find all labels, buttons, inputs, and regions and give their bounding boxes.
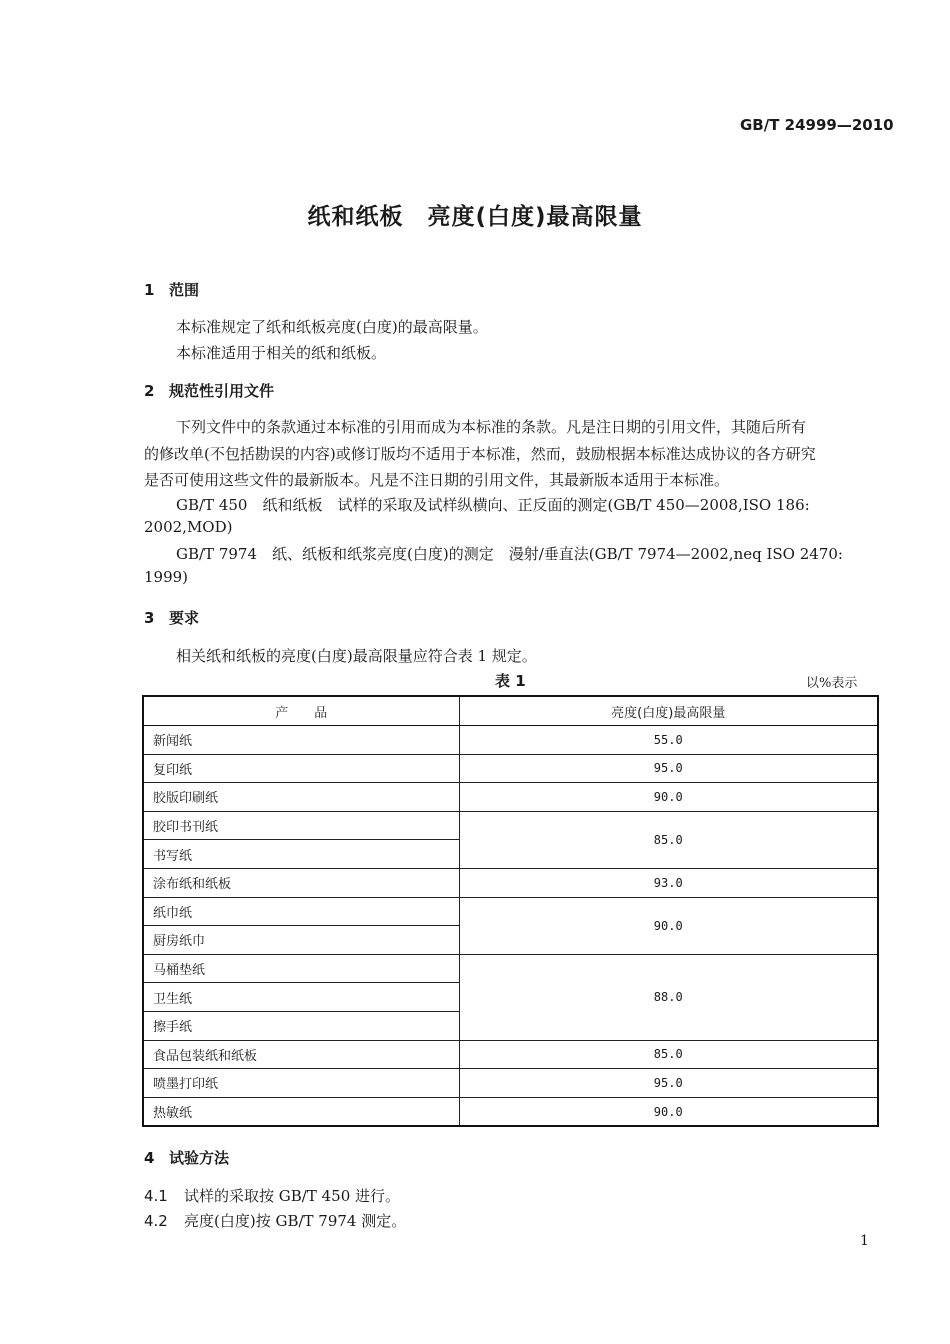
- product-cell: 涂布纸和纸板: [143, 868, 459, 897]
- product-cell: 书写纸: [143, 840, 459, 869]
- section-3-number: 3: [144, 609, 155, 627]
- table-1-caption: 表 1: [495, 672, 526, 690]
- clause-4-1: [144, 1185, 400, 1206]
- section-1-heading: [144, 279, 199, 300]
- product-cell: 纸巾纸: [143, 897, 459, 926]
- section-1-number: 1: [144, 281, 155, 299]
- section-1-paragraph-2: 本标准适用于相关的纸和纸板。: [176, 344, 387, 362]
- value-cell: 90.0: [459, 1097, 878, 1126]
- section-2-heading: [144, 380, 274, 401]
- clause-4-1-number: 4.1: [144, 1187, 168, 1205]
- table-row: [143, 1040, 878, 1069]
- product-cell: 食品包装纸和纸板: [143, 1040, 459, 1069]
- section-4-title: 试验方法: [169, 1149, 230, 1167]
- table-row: [143, 783, 878, 812]
- reference-gbt7974-line-1: GB/T 7974 纸、纸板和纸浆亮度(白度)的测定 漫射/垂直法(GB/T 7974—2002,neq ISO 2470:: [176, 545, 843, 563]
- table-row: [143, 954, 878, 983]
- document-title: 纸和纸板 亮度(白度)最高限量: [307, 204, 643, 230]
- section-1-paragraph-1: 本标准规定了纸和纸板亮度(白度)的最高限量。: [176, 318, 488, 336]
- table-row: [143, 868, 878, 897]
- section-4-number: 4: [144, 1149, 155, 1167]
- section-2-intro-line-1: 下列文件中的条款通过本标准的引用而成为本标准的条款。凡是注日期的引用文件，其随后所有: [176, 418, 807, 436]
- product-cell: 擦手纸: [143, 1011, 459, 1040]
- reference-gbt450-line-2: 2002,MOD): [144, 518, 233, 536]
- section-2-title: 规范性引用文件: [169, 382, 275, 400]
- section-1-title: 范围: [169, 281, 200, 299]
- reference-gbt450-line-1: GB/T 450 纸和纸板 试样的采取及试样纵横向、正反面的测定(GB/T 450—2008,ISO 186:: [176, 496, 810, 514]
- clause-4-2-text: 亮度(白度)按 GB/T 7974 测定。: [184, 1212, 407, 1230]
- table-row: [143, 897, 878, 926]
- section-3-heading: [144, 607, 199, 628]
- section-2-number: 2: [144, 382, 155, 400]
- table-row: [143, 1097, 878, 1126]
- product-cell: 卫生纸: [143, 983, 459, 1012]
- column-header-product: 产 品: [143, 696, 459, 726]
- brightness-limit-table: [142, 695, 879, 1127]
- product-cell: 厨房纸巾: [143, 926, 459, 955]
- product-cell: 新闻纸: [143, 726, 459, 755]
- column-header-brightness-limit: 亮度(白度)最高限量: [459, 696, 878, 726]
- product-cell: 喷墨打印纸: [143, 1069, 459, 1098]
- standard-code: GB/T 24999—2010: [740, 116, 894, 134]
- product-cell: 胶印书刊纸: [143, 811, 459, 840]
- value-cell: 95.0: [459, 1069, 878, 1098]
- table-header-row: [143, 696, 878, 726]
- clause-4-2: [144, 1210, 406, 1231]
- section-3-title: 要求: [169, 609, 200, 627]
- table-row: [143, 754, 878, 783]
- product-cell: 热敏纸: [143, 1097, 459, 1126]
- value-cell: 85.0: [459, 811, 878, 868]
- product-cell: 复印纸: [143, 754, 459, 783]
- clause-4-1-text: 试样的采取按 GB/T 450 进行。: [184, 1187, 400, 1205]
- value-cell: 90.0: [459, 897, 878, 954]
- clause-4-2-number: 4.2: [144, 1212, 168, 1230]
- page-number: 1: [860, 1233, 869, 1249]
- product-cell: 胶版印刷纸: [143, 783, 459, 812]
- reference-gbt7974-line-2: 1999): [144, 568, 189, 586]
- product-cell: 马桶垫纸: [143, 954, 459, 983]
- table-row: [143, 811, 878, 840]
- value-cell: 93.0: [459, 868, 878, 897]
- value-cell: 55.0: [459, 726, 878, 755]
- table-1-unit-note: 以%表示: [806, 676, 858, 691]
- section-2-intro-line-3: 是否可使用这些文件的最新版本。凡是不注日期的引用文件，其最新版本适用于本标准。: [144, 471, 730, 489]
- value-cell: 90.0: [459, 783, 878, 812]
- section-2-intro-line-2: 的修改单(不包括勘误的内容)或修订版均不适用于本标准，然而，鼓励根据本标准达成协议的各方研究: [144, 445, 816, 463]
- table-row: [143, 1069, 878, 1098]
- value-cell: 95.0: [459, 754, 878, 783]
- value-cell: 85.0: [459, 1040, 878, 1069]
- table-row: [143, 726, 878, 755]
- value-cell: 88.0: [459, 954, 878, 1040]
- section-3-paragraph: 相关纸和纸板的亮度(白度)最高限量应符合表 1 规定。: [176, 647, 537, 665]
- section-4-heading: [144, 1147, 229, 1168]
